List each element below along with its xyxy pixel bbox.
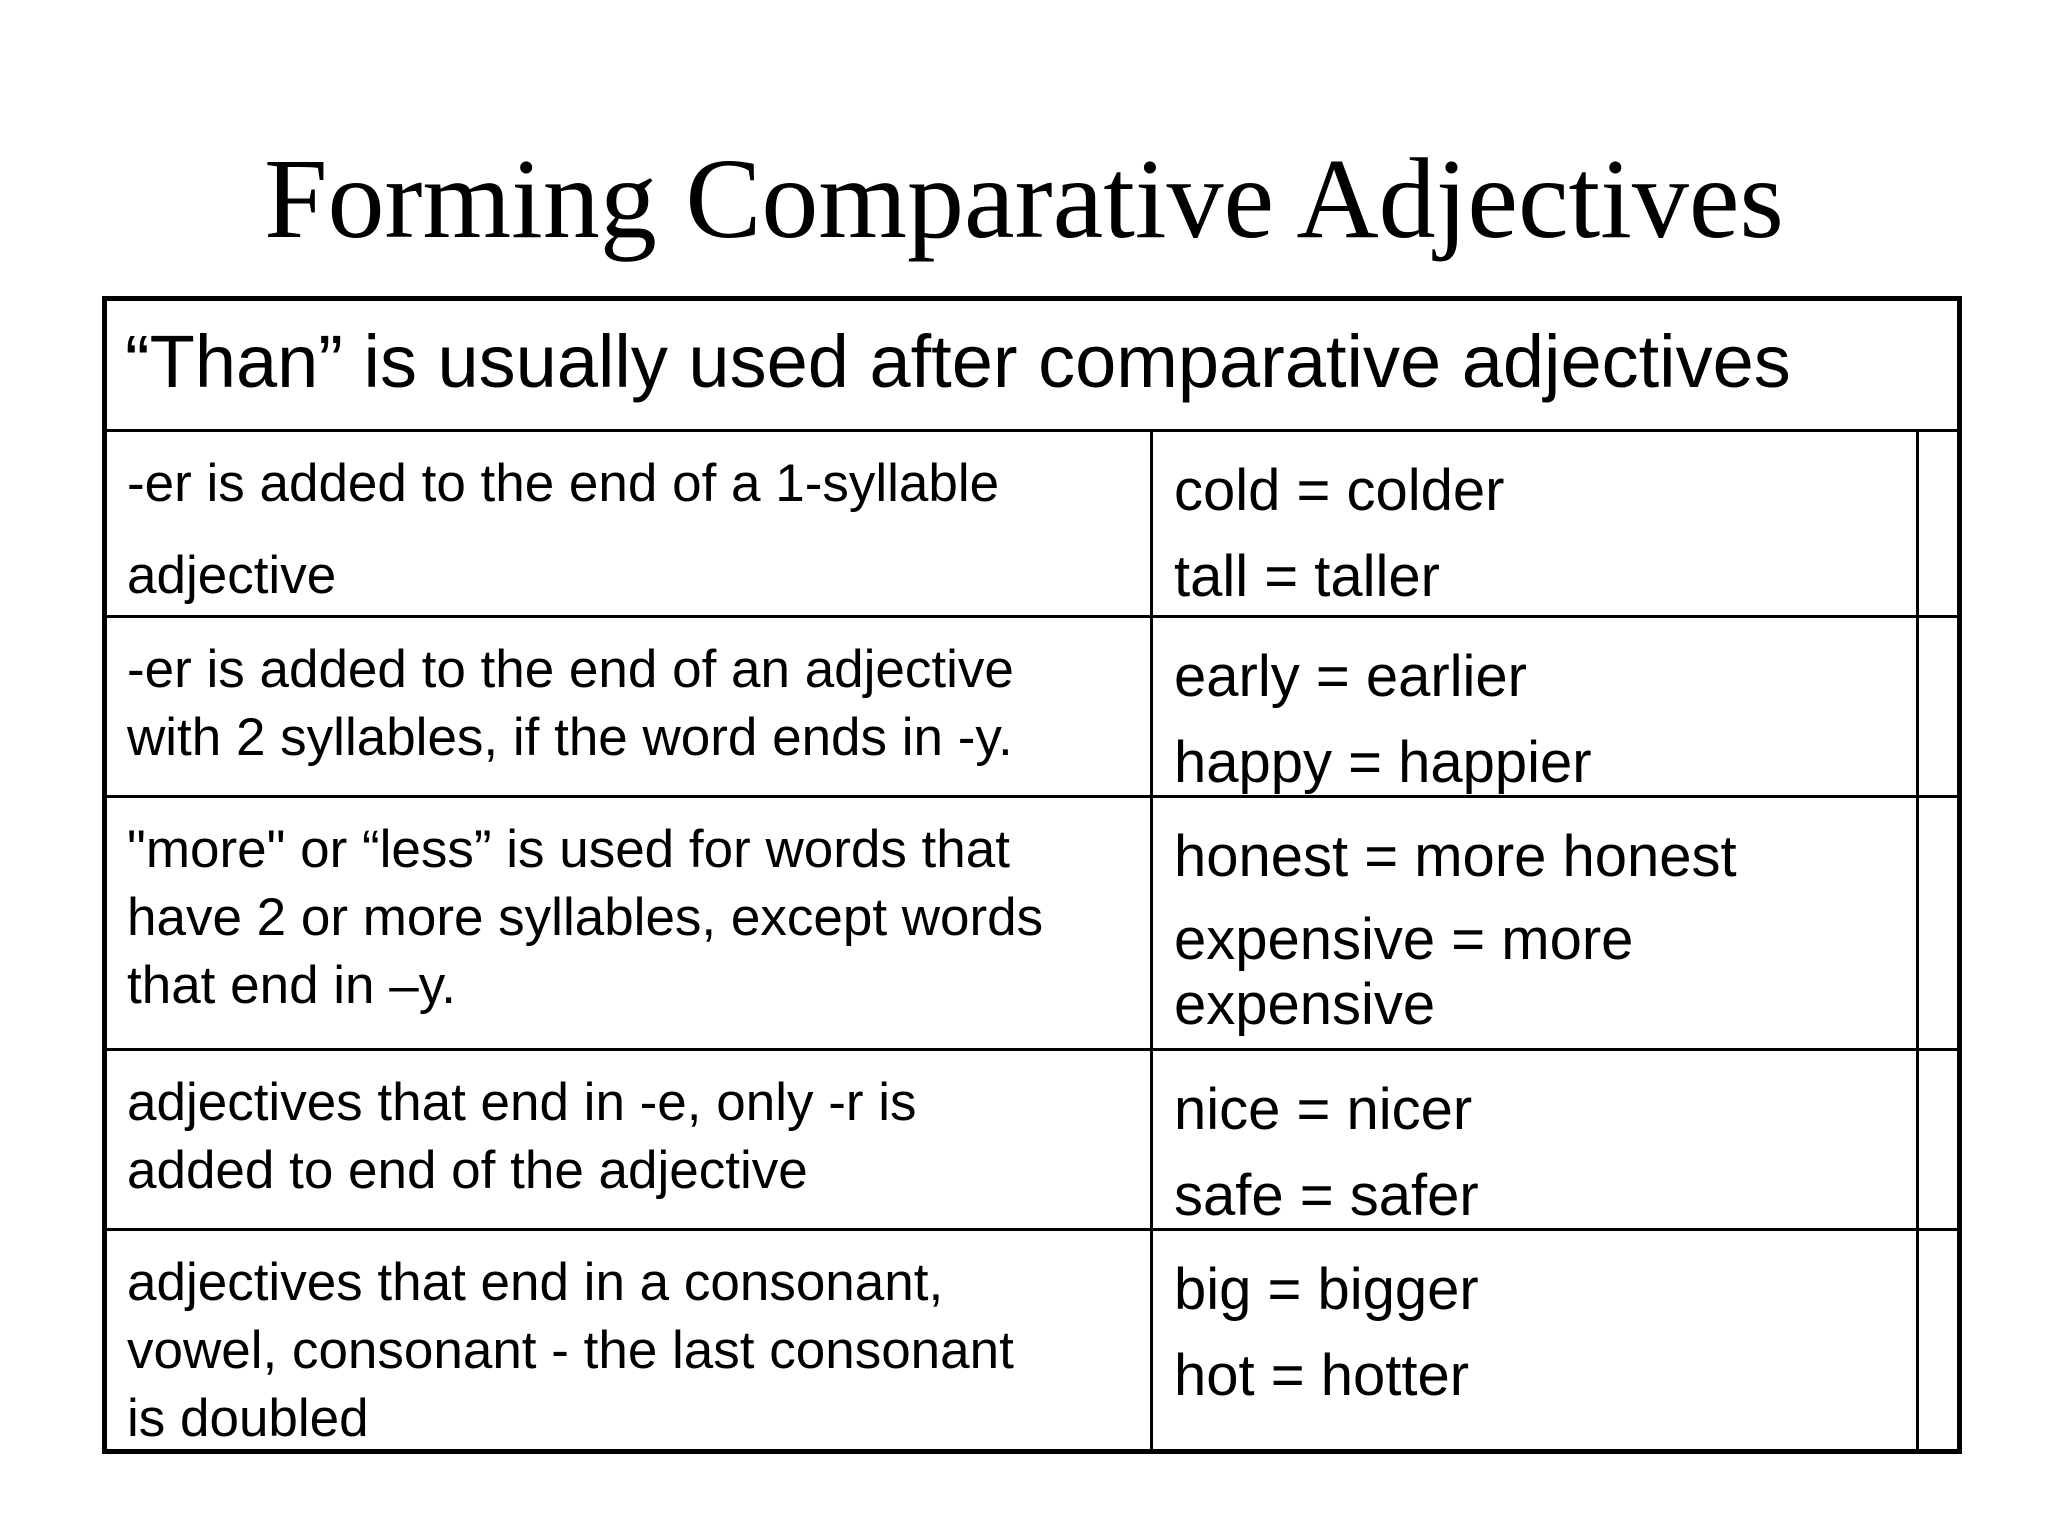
rule-text-line: -er is added to the end of a 1-syllable <box>127 454 1000 513</box>
example-cell <box>1153 798 1919 1048</box>
table-row <box>107 432 1957 618</box>
rule-text-line: adjectives that end in -e, only -r is <box>127 1073 917 1132</box>
rule-text-line: is doubled <box>127 1389 369 1448</box>
empty-cell <box>1919 618 1957 795</box>
example-text: big = bigger <box>1174 1257 1479 1322</box>
example-text: happy = happier <box>1174 730 1592 795</box>
example-cell <box>1153 618 1919 795</box>
empty-cell <box>1919 1051 1957 1228</box>
rule-text-line: vowel, consonant - the last consonant <box>127 1321 1014 1380</box>
example-cell <box>1153 432 1919 615</box>
table-row <box>107 618 1957 798</box>
example-text: tall = taller <box>1174 544 1440 609</box>
rule-text-line: adjectives that end in a consonant, <box>127 1253 944 1312</box>
empty-cell <box>1919 432 1957 615</box>
rule-text-line: have 2 or more syllables, except words <box>127 888 1044 947</box>
rule-cell <box>107 1231 1153 1449</box>
rule-text-line: that end in –y. <box>127 956 457 1015</box>
example-cell <box>1153 1051 1919 1228</box>
comparative-rules-table <box>102 296 1962 1454</box>
rule-cell <box>107 618 1153 795</box>
rule-text-line: "more" or “less” is used for words that <box>127 820 1010 879</box>
example-text: safe = safer <box>1174 1163 1479 1228</box>
table-row <box>107 798 1957 1051</box>
table-row <box>107 1051 1957 1231</box>
rule-text-line: -er is added to the end of an adjective <box>127 640 1014 699</box>
example-cell <box>1153 1231 1919 1449</box>
rule-text-line: adjective <box>127 546 337 605</box>
example-text: nice = nicer <box>1174 1077 1473 1142</box>
rule-cell <box>107 798 1153 1048</box>
slide-title: Forming Comparative Adjectives <box>264 135 1784 262</box>
example-text: expensive = more <box>1174 907 1634 972</box>
example-text: expensive <box>1174 972 1436 1037</box>
rule-cell <box>107 432 1153 615</box>
table-row <box>107 1231 1957 1449</box>
example-text: cold = colder <box>1174 458 1505 523</box>
example-text: hot = hotter <box>1174 1343 1470 1408</box>
empty-cell <box>1919 798 1957 1048</box>
example-text: honest = more honest <box>1174 824 1737 889</box>
table-header: “Than” is usually used after comparative adjectives <box>107 301 1957 432</box>
empty-cell <box>1919 1231 1957 1449</box>
rule-text-line: with 2 syllables, if the word ends in -y. <box>127 708 1013 767</box>
rule-cell <box>107 1051 1153 1228</box>
example-text: early = earlier <box>1174 644 1527 709</box>
rule-text-line: added to end of the adjective <box>127 1141 808 1200</box>
